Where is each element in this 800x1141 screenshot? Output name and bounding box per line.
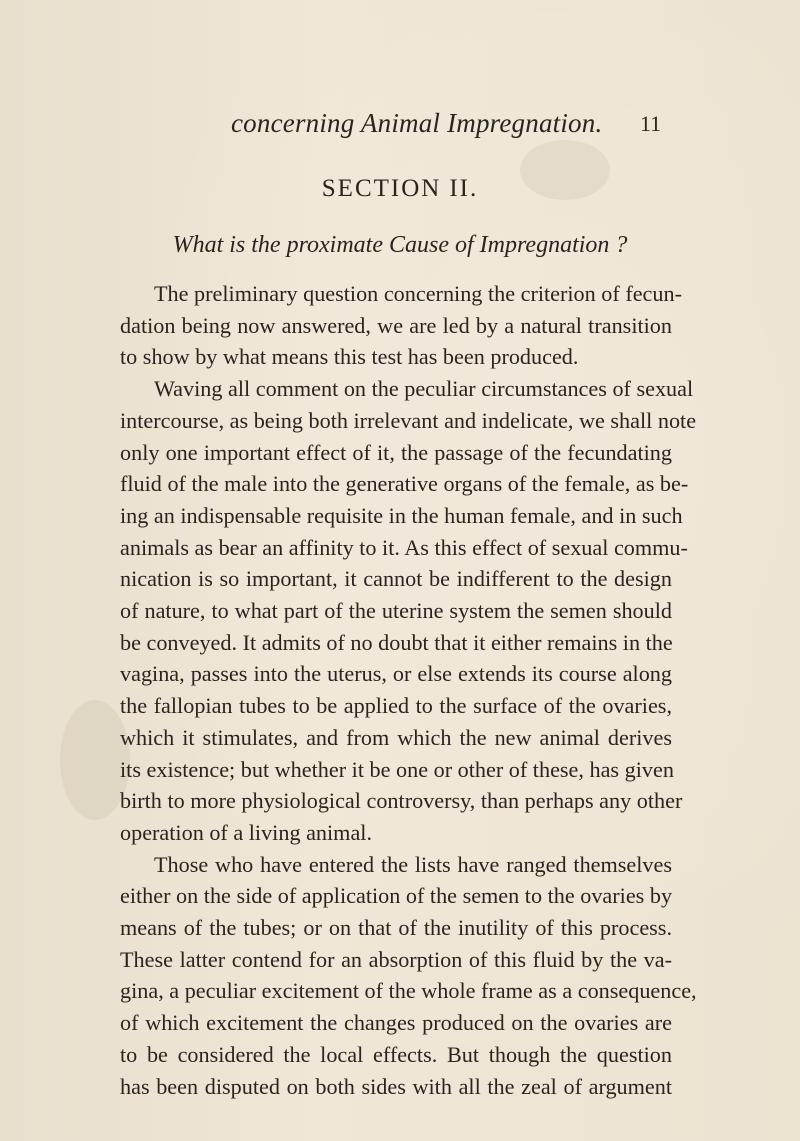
section-number: II. [449, 175, 479, 202]
text-line: The preliminary question concerning the criterion of fecun- [154, 281, 682, 306]
text-line: the fallopian tubes to be applied to the surface of the ovaries, [120, 693, 672, 719]
body-text [120, 278, 697, 1102]
text-line: of which excitement the changes produced on the ovaries are [120, 1010, 672, 1036]
text-line: has been disputed on both sides with all the zeal of argument [120, 1073, 672, 1099]
running-title: concerning Animal Impregnation. [231, 108, 603, 138]
text-line: means of the tubes; or on that of the inutility of this process. [120, 915, 672, 941]
text-line: either on the side of application of the semen to the ovaries by [120, 883, 673, 909]
text-line: fluid of the male into the generative organs of the female, as be- [120, 471, 689, 497]
text-line: Those who have entered the lists have ranged themselves [154, 851, 672, 877]
text-line: Waving all comment on the peculiar circumstances of sexual [154, 376, 694, 402]
text-line: dation being now answered, we are led by a natural transition [120, 312, 672, 338]
section-label: SECTION [321, 175, 442, 202]
text-line: its existence; but whether it be one or other of these, has given [120, 756, 674, 782]
text-line: only one important effect of it, the passage of the fecundating [120, 439, 672, 465]
text-line: gina, a peculiar excitement of the whole frame as a consequence, [120, 978, 697, 1004]
text-line: nication is so important, it cannot be indifferent to the design [120, 566, 672, 592]
text-line: animals as bear an affinity to it. As this effect of sexual commu- [120, 534, 688, 560]
text-line: birth to more physiological controversy, than perhaps any other [120, 788, 683, 814]
text-line: which it stimulates, and from which the new animal derives [120, 724, 672, 750]
text-line: These latter contend for an absorption of this fluid by the va- [120, 946, 672, 972]
text-line: to show by what means this test has been produced. [120, 344, 579, 370]
text-line: be conveyed. It admits of no doubt that it either remains in the [120, 629, 673, 655]
text-line: operation of a living animal. [120, 819, 373, 845]
page-number: 11 [640, 111, 662, 136]
text-line: intercourse, as being both irrelevant and indelicate, we shall note [120, 407, 697, 433]
text-line: ing an indispensable requisite in the human female, and in such [120, 502, 683, 528]
section-heading [0, 175, 800, 203]
text-line: to be considered the local effects. But though the question [120, 1041, 672, 1067]
running-head [0, 108, 800, 148]
section-subtitle: What is the proximate Cause of Impregnation ? [172, 232, 628, 258]
text-line: of nature, to what part of the uterine system the semen should [120, 598, 672, 624]
text-line: vagina, passes into the uterus, or else extends its course along [120, 661, 672, 687]
